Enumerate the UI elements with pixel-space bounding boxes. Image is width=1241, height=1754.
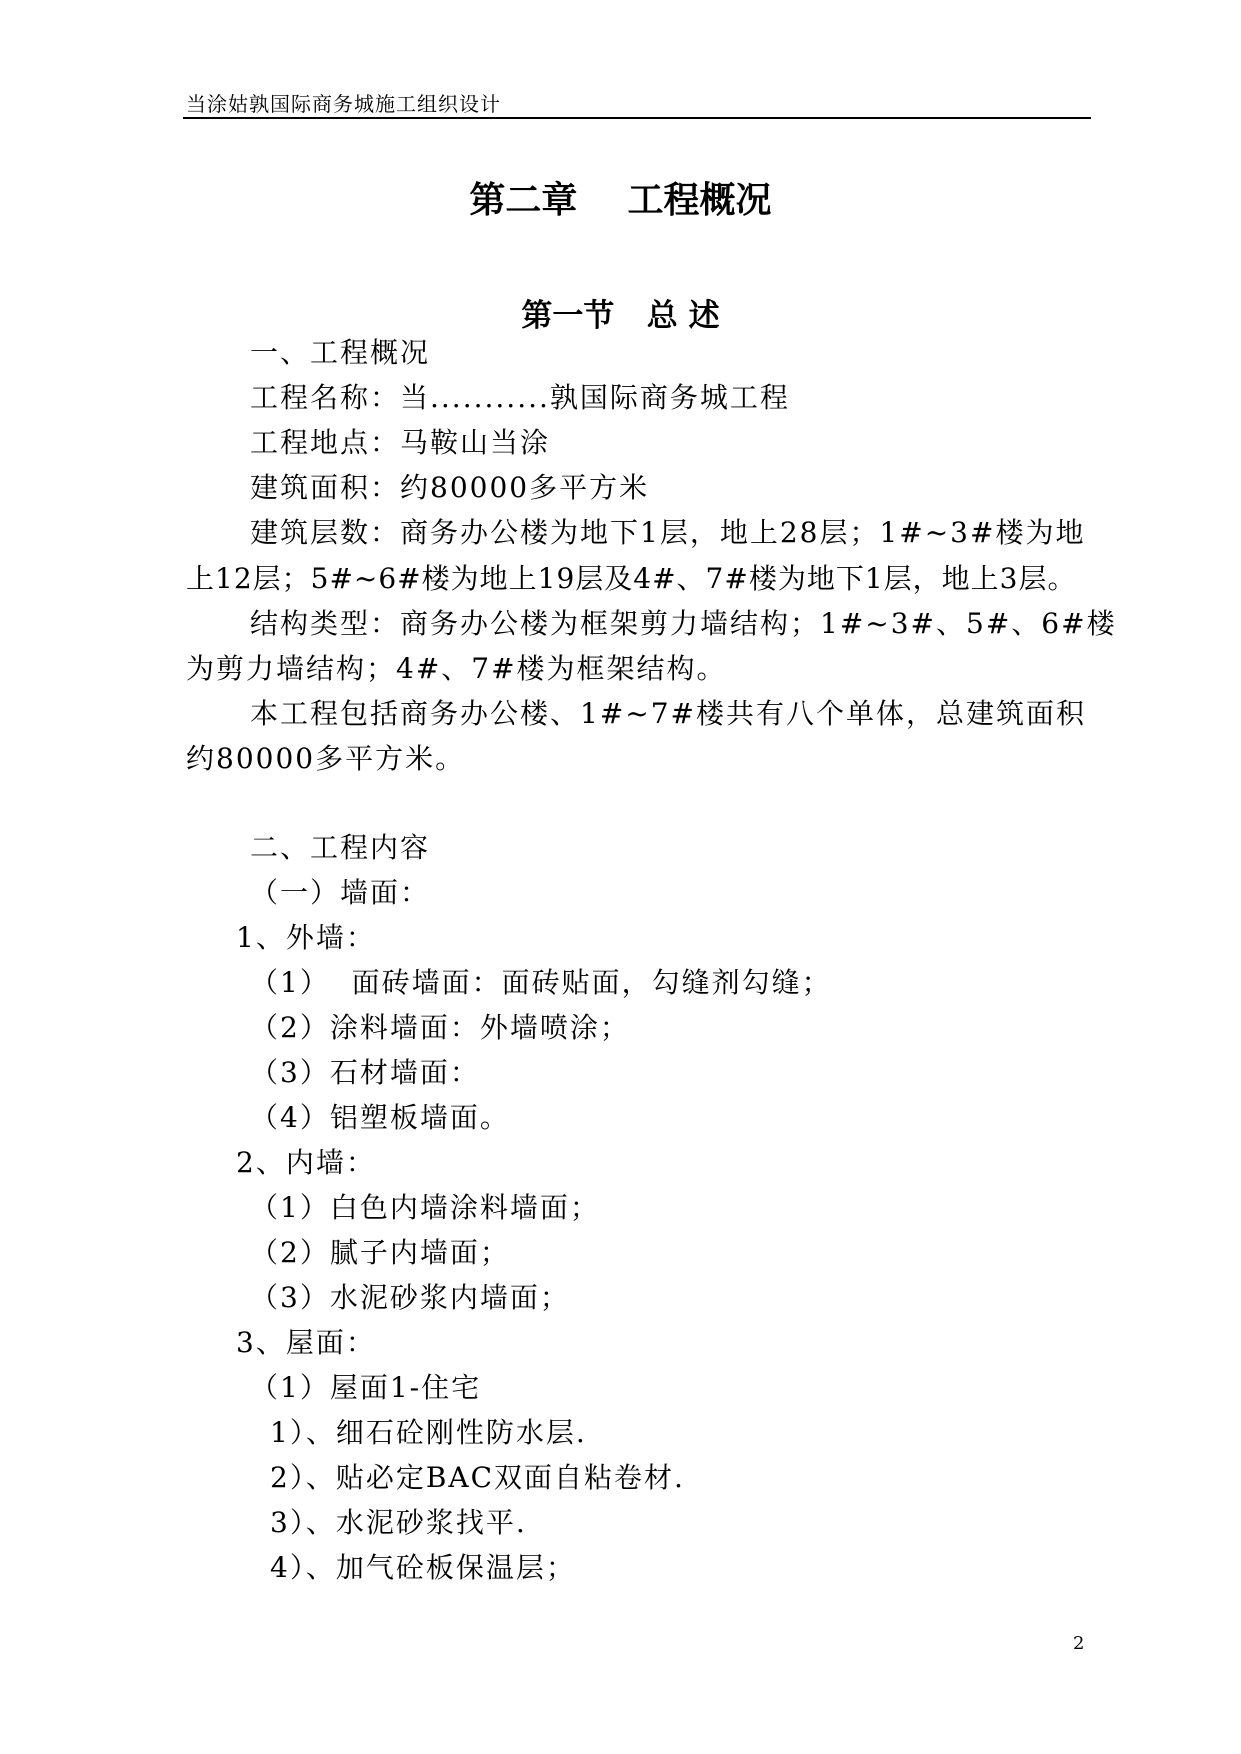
exterior-wall-heading: 1、外墙： [236,921,376,954]
list-item: （1）屋面1-住宅 [250,1371,482,1404]
project-location: 工程地点：马鞍山当涂 [250,426,551,459]
list-item: 4）、加气砼板保温层； [270,1551,576,1584]
interior-wall-heading: 2、内墙： [236,1146,376,1179]
building-area: 建筑面积：约80000多平方米 [250,471,650,504]
scope-line-2: 约80000多平方米。 [186,742,466,775]
header-rule [183,117,1091,119]
section-title: 第一节 总 述 [521,298,720,334]
floor-count-line-2: 上12层；5#~6#楼为地上19层及4#、7#楼为地下1层，地上3层。 [186,562,1077,595]
project-name: 工程名称：当...........孰国际商务城工程 [250,381,790,414]
subheading-project-overview: 一、工程概况 [250,336,431,369]
list-item: （1）白色内墙涂料墙面； [250,1191,600,1224]
list-item: （4）铝塑板墙面。 [250,1101,510,1134]
running-header: 当涂姑孰国际商务城施工组织设计 [186,92,501,116]
list-item: （2）涂料墙面：外墙喷涂； [250,1011,630,1044]
chapter-title: 第二章 工程概况 [469,180,772,221]
list-item: （3）水泥砂浆内墙面； [250,1281,570,1314]
list-item: 1）、细石砼刚性防水层. [270,1416,587,1449]
list-item: 3）、水泥砂浆找平. [270,1506,527,1539]
floor-count-line-1: 建筑层数：商务办公楼为地下1层，地上28层；1#~3#楼为地 [250,516,1086,549]
roof-heading: 3、屋面： [236,1326,376,1359]
subheading-project-content: 二、工程内容 [250,831,431,864]
structure-type-line-1: 结构类型：商务办公楼为框架剪力墙结构；1#~3#、5#、6#楼 [250,607,1117,640]
scope-line-1: 本工程包括商务办公楼、1#~7#楼共有八个单体，总建筑面积 [250,697,1087,730]
page-number: 2 [1073,1633,1085,1654]
list-item: （2）腻子内墙面； [250,1236,510,1269]
list-item: （1） 面砖墙面：面砖贴面，勾缝剂勾缝； [250,966,832,999]
list-item: （3）石材墙面： [250,1056,480,1089]
wall-surface-heading: （一）墙面： [250,876,431,909]
list-item: 2）、贴必定BAC双面自粘卷材. [270,1461,685,1494]
structure-type-line-2: 为剪力墙结构；4#、7#楼为框架结构。 [186,652,727,685]
